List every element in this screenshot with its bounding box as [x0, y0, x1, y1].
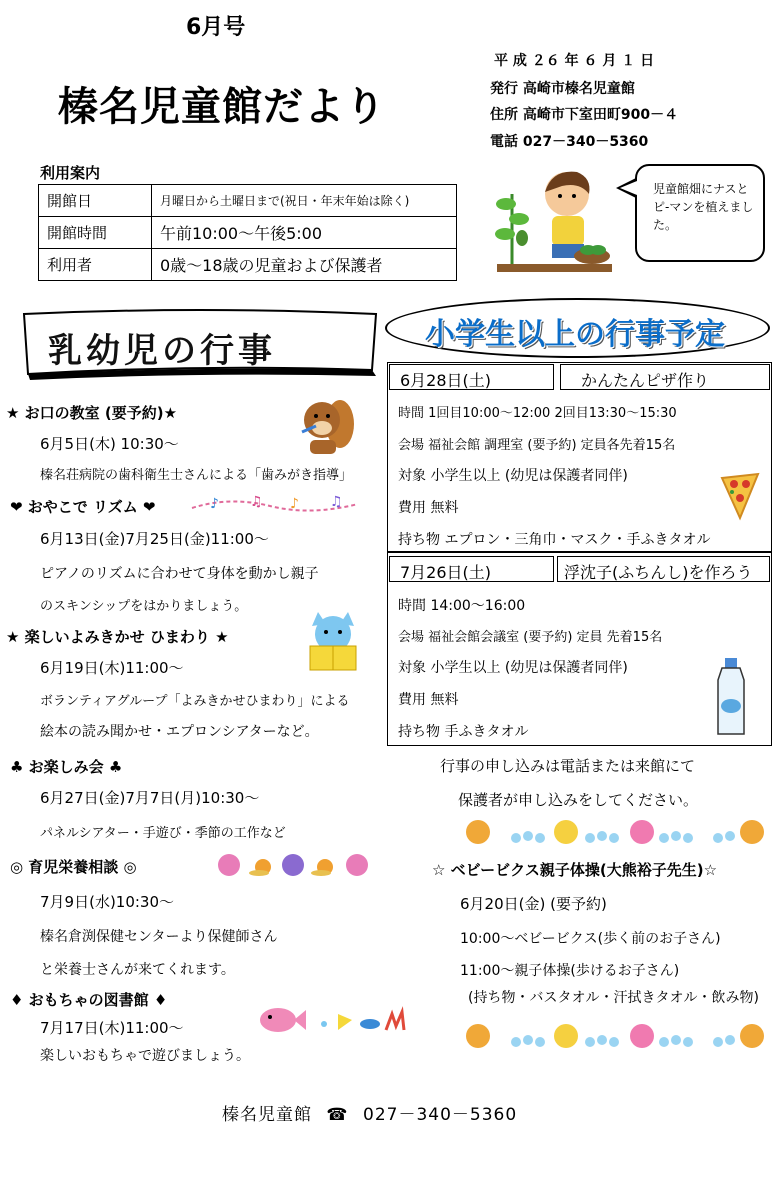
guide-table — [38, 184, 457, 281]
guide-label: 利用案内 — [40, 164, 101, 182]
baby-event-heading: ☆ ベビービクス親子体操(大熊裕子先生)☆ — [432, 861, 718, 879]
event-heading: ♦ おもちゃの図書館 ♦ — [10, 991, 168, 1009]
footer-name: 榛名児童館 — [222, 1105, 312, 1125]
boy-gardening-illustration — [492, 164, 616, 276]
school-event-row: 会場 福祉会館 調理室 (要予約) 定員各先着15名 — [398, 438, 676, 453]
baby-event-line: (持ち物・バスタオル・汗拭きタオル・飲み物) — [468, 990, 759, 1006]
event-heading: ◎ 育児栄養相談 ◎ — [10, 858, 137, 876]
school-event-date: 6月28日(土) — [389, 364, 554, 390]
event-line: 6月19日(木)11:00～ — [40, 659, 184, 677]
infant-events-banner: 乳幼児の行事 — [48, 331, 276, 371]
phone: 電話 027－340－5360 — [490, 134, 649, 150]
svg-text:♫: ♫ — [250, 494, 263, 510]
apply-note: 保護者が申し込みをしてください。 — [458, 791, 699, 809]
event-line: 7月9日(水)10:30～ — [40, 893, 175, 911]
cat-reading-book-illustration — [304, 610, 362, 672]
table-row — [39, 217, 457, 249]
bottle-illustration — [714, 656, 748, 738]
school-event-row: 持ち物 エプロン・三角巾・マスク・手ふきタオル — [398, 532, 711, 548]
event-heading: ♣ お楽しみ会 ♣ — [10, 758, 123, 776]
school-event-row: 時間 14:00～16:00 — [398, 598, 526, 614]
event-heading: ★ 楽しいよみきかせ ひまわり ★ — [6, 628, 229, 646]
pizza-slice-illustration — [718, 470, 762, 522]
school-event-name: かんたんピザ作り — [560, 364, 770, 390]
baby-event-line: 6月20日(金) (要予約) — [460, 895, 607, 913]
event-line: 榛名倉渕保健センターより保健師さん — [40, 929, 278, 945]
guide-key: 開館時間 — [39, 217, 152, 249]
squirrel-brushing-teeth-illustration — [296, 394, 356, 458]
school-event-row: 費用 無料 — [398, 692, 459, 708]
event-line: ピアノのリズムに合わせて身体を動かし親子 — [40, 566, 319, 582]
event-line: 絵本の読み聞かせ・エプロンシアターなど。 — [40, 724, 319, 740]
event-line: 6月5日(木) 10:30～ — [40, 435, 179, 453]
animals-decoration — [456, 1020, 770, 1052]
table-row — [39, 249, 457, 281]
flowers-snails-decoration — [215, 852, 375, 878]
school-event-row: 時間 1回目10:00～12:00 2回目13:30～15:30 — [398, 406, 677, 421]
footer-phone: 027－340－5360 — [363, 1105, 518, 1125]
school-event-row: 持ち物 手ふきタオル — [398, 724, 529, 740]
school-event-date: 7月26日(土) — [389, 556, 554, 582]
guide-value: 月曜日から土曜日まで(祝日・年末年始は除く) — [152, 185, 457, 217]
newsletter-title: 榛名児童館だより — [58, 84, 386, 130]
school-event-row: 対象 小学生以上 (幼児は保護者同伴) — [398, 468, 628, 484]
school-event-name: 浮沈子(ふちんし)を作ろう — [557, 556, 770, 582]
event-line: 榛名荘病院の歯科衛生士さんによる「歯みがき指導」 — [40, 468, 353, 483]
svg-text:♫: ♫ — [330, 494, 343, 510]
animals-decoration — [456, 816, 770, 848]
phone-icon: ☎ — [326, 1105, 349, 1125]
school-event-row: 会場 福祉会館会議室 (要予約) 定員 先着15名 — [398, 630, 663, 645]
guide-value: 0歳～18歳の児童および保護者 — [152, 249, 457, 281]
event-line: ボランティアグループ「よみきかせひまわり」による — [40, 694, 350, 709]
event-line: のスキンシップをはかりましょう。 — [40, 599, 248, 614]
issue-number: 6月号 — [186, 15, 246, 40]
event-line: 7月17日(木)11:00～ — [40, 1019, 184, 1037]
school-events-banner: 小学生以上の行事予定 — [425, 317, 725, 352]
guide-value: 午前10:00～午後5:00 — [152, 217, 457, 249]
address: 住所 高崎市下室田町900－４ — [490, 107, 679, 123]
school-event-row: 対象 小学生以上 (幼児は保護者同伴) — [398, 660, 628, 676]
table-row — [39, 185, 457, 217]
apply-note: 行事の申し込みは電話または来館にて — [440, 757, 696, 775]
event-heading: ❤ おやこで リズム ❤ — [10, 498, 156, 516]
publication-date: 平 成 ２６ 年 ６ 月 １ 日 — [494, 53, 655, 69]
event-heading: ★ お口の教室 (要予約)★ — [6, 404, 178, 422]
event-line: 楽しいおもちゃで遊びましょう。 — [40, 1048, 250, 1064]
event-line: パネルシアター・手遊び・季節の工作など — [40, 826, 286, 841]
event-line: と栄養士さんが来てくれます。 — [40, 962, 235, 978]
svg-text:♪: ♪ — [290, 496, 299, 512]
music-notes-decoration — [190, 494, 360, 514]
event-line: 6月13日(金)7月25日(金)11:00～ — [40, 530, 269, 548]
speech-bubble: 児童館畑にナスとピ-マンを植えました。 — [635, 164, 765, 262]
event-line: 6月27日(金)7月7日(月)10:30～ — [40, 789, 260, 807]
baby-event-line: 11:00～親子体操(歩けるお子さん) — [460, 963, 680, 979]
baby-event-line: 10:00～ベビービクス(歩く前のお子さん) — [460, 931, 721, 947]
publisher: 発行 高崎市榛名児童館 — [490, 81, 635, 97]
guide-key: 開館日 — [39, 185, 152, 217]
sea-creatures-decoration — [258, 1000, 408, 1038]
svg-text:♪: ♪ — [210, 496, 219, 512]
speech-bubble-tail-fill — [620, 181, 637, 195]
school-event-row: 費用 無料 — [398, 500, 459, 516]
footer — [222, 1100, 517, 1125]
guide-key: 利用者 — [39, 249, 152, 281]
